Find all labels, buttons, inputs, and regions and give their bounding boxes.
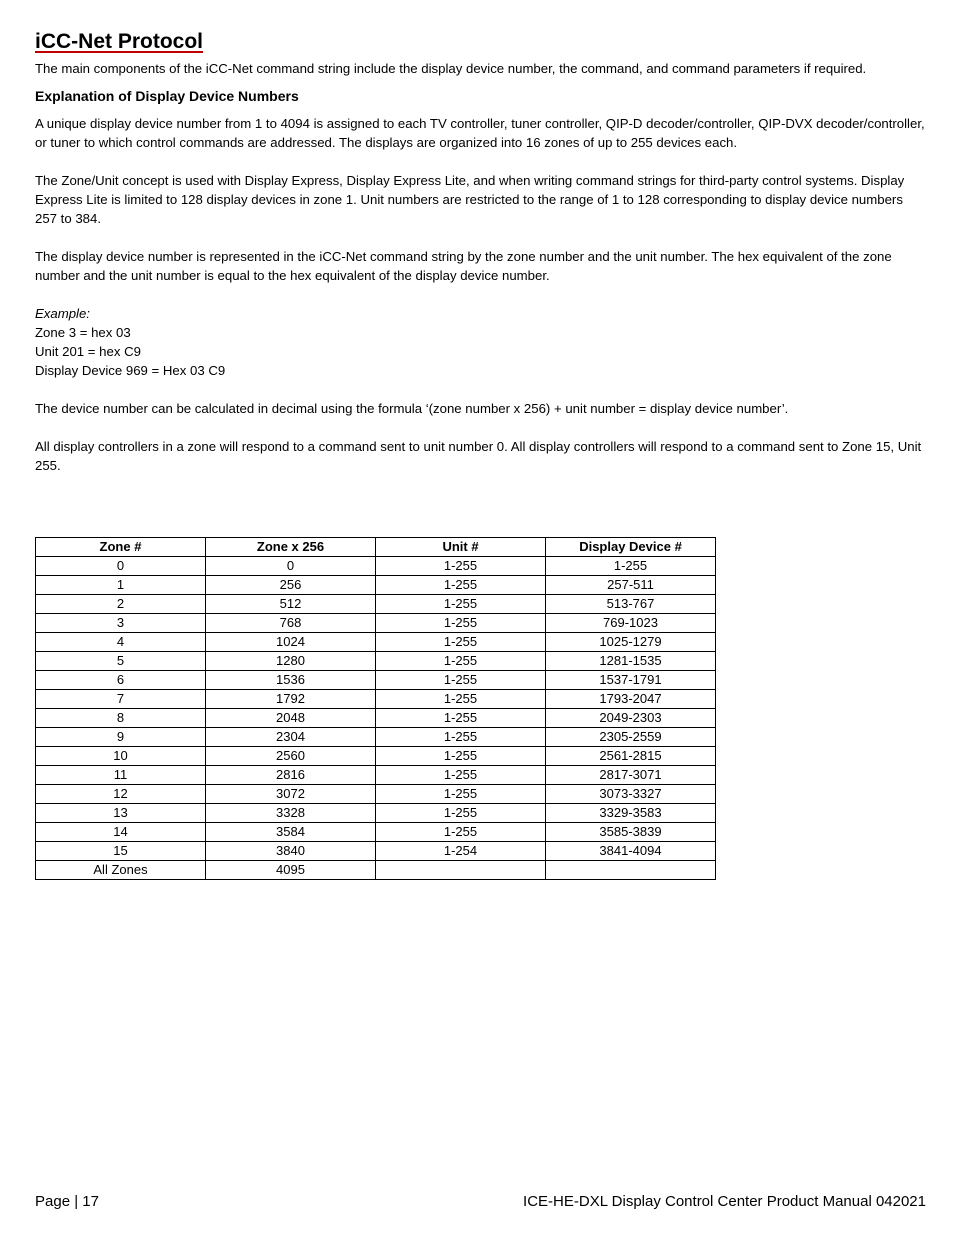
cell-display-device: 2561-2815 — [546, 747, 716, 766]
table-row — [36, 728, 716, 747]
page-content — [35, 28, 927, 475]
table-row — [36, 709, 716, 728]
table-row — [36, 557, 716, 576]
cell-unit: 1-255 — [376, 785, 546, 804]
cell-unit: 1-254 — [376, 842, 546, 861]
cell-display-device: 1537-1791 — [546, 671, 716, 690]
cell-display-device: 3585-3839 — [546, 823, 716, 842]
table-row — [36, 690, 716, 709]
cell-unit: 1-255 — [376, 766, 546, 785]
header-zone: Zone # — [36, 538, 206, 557]
cell-zone: 6 — [36, 671, 206, 690]
cell-zone: 3 — [36, 614, 206, 633]
cell-zone-x-256: 3840 — [206, 842, 376, 861]
cell-display-device: 1025-1279 — [546, 633, 716, 652]
cell-display-device: 3329-3583 — [546, 804, 716, 823]
cell-zone: 0 — [36, 557, 206, 576]
cell-display-device: 513-767 — [546, 595, 716, 614]
cell-display-device — [546, 861, 716, 880]
example-line: Zone 3 = hex 03 — [35, 325, 131, 340]
cell-unit: 1-255 — [376, 557, 546, 576]
paragraph-zone-unit: The Zone/Unit concept is used with Display Express, Display Express Lite, and when writing command strings for third-party control systems. Display Express Lite is limited to 128 display devices in zone 1. Unit numbers are restricted to the range of 1 to 128 corresponding to display device numbers 257 to 384. — [35, 173, 905, 226]
cell-zone: 12 — [36, 785, 206, 804]
header-display-device: Display Device # — [546, 538, 716, 557]
cell-display-device: 1793-2047 — [546, 690, 716, 709]
cell-zone-x-256: 2304 — [206, 728, 376, 747]
zone-table — [35, 537, 716, 880]
cell-unit: 1-255 — [376, 709, 546, 728]
cell-zone-x-256: 768 — [206, 614, 376, 633]
cell-zone-x-256: 4095 — [206, 861, 376, 880]
cell-zone: 7 — [36, 690, 206, 709]
cell-zone: 11 — [36, 766, 206, 785]
example-label: Example: — [35, 306, 90, 321]
table-row — [36, 671, 716, 690]
table-row — [36, 633, 716, 652]
cell-unit: 1-255 — [376, 728, 546, 747]
cell-display-device: 1-255 — [546, 557, 716, 576]
table-body — [36, 557, 716, 880]
cell-zone: 9 — [36, 728, 206, 747]
cell-display-device: 769-1023 — [546, 614, 716, 633]
cell-display-device: 1281-1535 — [546, 652, 716, 671]
cell-unit: 1-255 — [376, 633, 546, 652]
table-row — [36, 747, 716, 766]
broadcast-paragraph: All display controllers in a zone will respond to a command sent to unit number 0. All display controllers will respond to a command sent to Zone 15, Unit 255. — [35, 439, 922, 473]
page-number: Page | 17 — [35, 1193, 99, 1210]
table-row — [36, 823, 716, 842]
paragraph-device-numbers: A unique display device number from 1 to 4094 is assigned to each TV controller, tuner controller, QIP-D decoder/controller, QIP-DVX decoder/controller, or tuner to which control commands are addressed. The displays are organized into 16 zones of up to 255 devices each. — [35, 116, 925, 150]
cell-display-device: 3841-4094 — [546, 842, 716, 861]
cell-unit: 1-255 — [376, 652, 546, 671]
manual-title: ICE-HE-DXL Display Control Center Product Manual 042021 — [523, 1193, 926, 1210]
formula-paragraph: The device number can be calculated in decimal using the formula ‘(zone number x 256) + unit number = display device number’. — [35, 401, 789, 416]
table-row — [36, 861, 716, 880]
table-row — [36, 842, 716, 861]
cell-zone: 2 — [36, 595, 206, 614]
cell-unit: 1-255 — [376, 576, 546, 595]
cell-unit: 1-255 — [376, 804, 546, 823]
cell-zone: 13 — [36, 804, 206, 823]
cell-zone-x-256: 3072 — [206, 785, 376, 804]
cell-zone-x-256: 1536 — [206, 671, 376, 690]
intro-paragraph: The main components of the iCC-Net command string include the display device number, the command, and command parameters if required. — [35, 61, 867, 76]
cell-zone-x-256: 2048 — [206, 709, 376, 728]
cell-zone: 10 — [36, 747, 206, 766]
cell-unit: 1-255 — [376, 614, 546, 633]
table-row — [36, 614, 716, 633]
cell-zone-x-256: 3328 — [206, 804, 376, 823]
cell-zone: All Zones — [36, 861, 206, 880]
cell-unit: 1-255 — [376, 747, 546, 766]
example-line: Display Device 969 = Hex 03 C9 — [35, 363, 226, 378]
section-heading: Explanation of Display Device Numbers — [35, 88, 299, 104]
cell-display-device: 2817-3071 — [546, 766, 716, 785]
table-row — [36, 785, 716, 804]
table-row — [36, 766, 716, 785]
header-zone-x-256: Zone x 256 — [206, 538, 376, 557]
cell-unit: 1-255 — [376, 595, 546, 614]
cell-zone-x-256: 3584 — [206, 823, 376, 842]
cell-zone-x-256: 512 — [206, 595, 376, 614]
cell-zone: 4 — [36, 633, 206, 652]
cell-zone-x-256: 1280 — [206, 652, 376, 671]
table-row — [36, 595, 716, 614]
cell-zone-x-256: 1024 — [206, 633, 376, 652]
example-line: Unit 201 = hex C9 — [35, 344, 141, 359]
paragraph-hex-equivalent: The display device number is represented in the iCC-Net command string by the zone number and the unit number. The hex equivalent of the zone number and the unit number is equal to the hex equivalent of the display device number. — [35, 249, 892, 283]
cell-zone: 15 — [36, 842, 206, 861]
cell-zone: 8 — [36, 709, 206, 728]
cell-unit: 1-255 — [376, 671, 546, 690]
table-row — [36, 576, 716, 595]
cell-display-device: 257-511 — [546, 576, 716, 595]
cell-unit: 1-255 — [376, 690, 546, 709]
cell-display-device: 2305-2559 — [546, 728, 716, 747]
cell-zone-x-256: 2816 — [206, 766, 376, 785]
cell-zone: 14 — [36, 823, 206, 842]
cell-display-device: 2049-2303 — [546, 709, 716, 728]
table-row — [36, 804, 716, 823]
cell-zone: 5 — [36, 652, 206, 671]
cell-zone-x-256: 2560 — [206, 747, 376, 766]
cell-zone-x-256: 256 — [206, 576, 376, 595]
cell-unit — [376, 861, 546, 880]
cell-unit: 1-255 — [376, 823, 546, 842]
cell-display-device: 3073-3327 — [546, 785, 716, 804]
cell-zone-x-256: 1792 — [206, 690, 376, 709]
table-header-row — [36, 538, 716, 557]
page-title: iCC-Net Protocol — [35, 30, 203, 53]
cell-zone-x-256: 0 — [206, 557, 376, 576]
cell-zone: 1 — [36, 576, 206, 595]
header-unit: Unit # — [376, 538, 546, 557]
table-row — [36, 652, 716, 671]
